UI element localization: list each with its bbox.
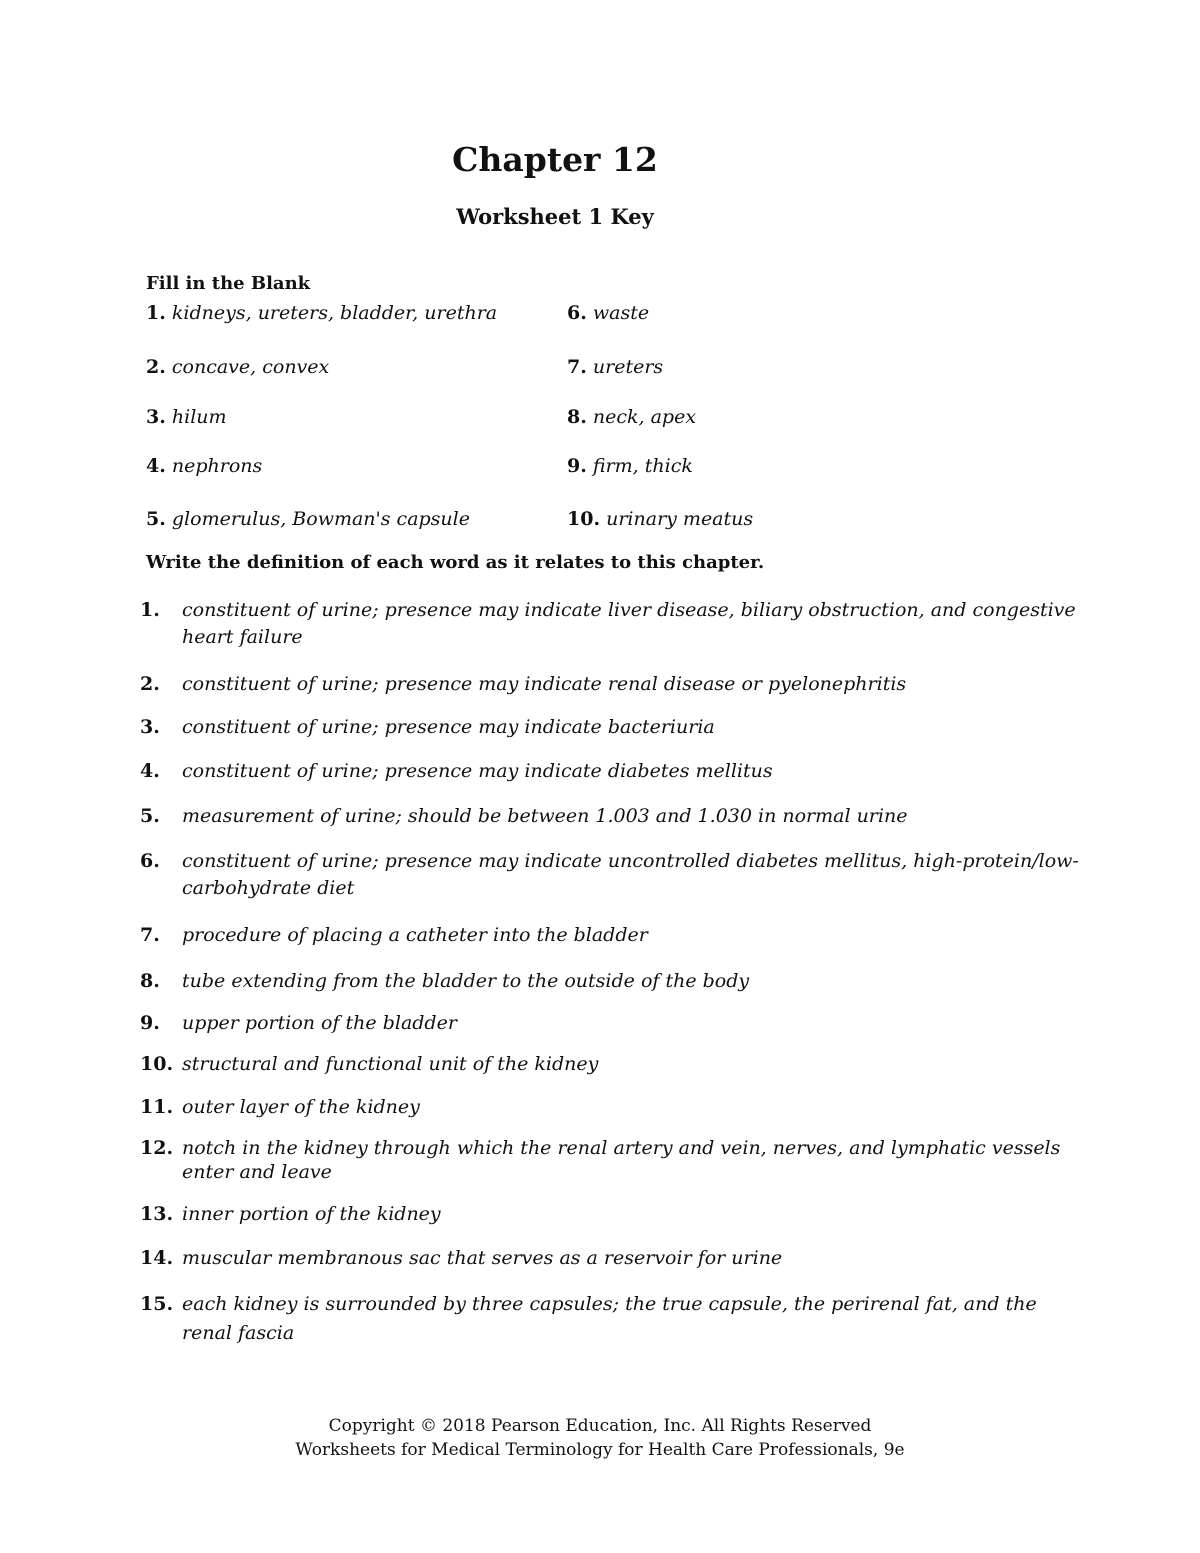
definition-number: 15. xyxy=(140,1293,174,1315)
definition-number: 11. xyxy=(140,1096,174,1118)
definition-item xyxy=(140,848,1080,902)
definition-item xyxy=(140,1201,1080,1228)
definition-number: 10. xyxy=(140,1053,174,1075)
definition-item xyxy=(140,1010,1080,1037)
definition-text: outer layer of the kidney xyxy=(182,1096,420,1118)
fib-number: 2. xyxy=(146,356,166,378)
fib-number: 3. xyxy=(146,406,166,428)
definition-text: constituent of urine; presence may indicate renal disease or pyelonephritis xyxy=(182,673,907,695)
definition-text: structural and functional unit of the kidney xyxy=(182,1053,599,1075)
definition-text: constituent of urine; presence may indicate uncontrolled diabetes mellitus, high-protein/low-carbohydrate diet xyxy=(182,850,1079,899)
definition-text: muscular membranous sac that serves as a reservoir for urine xyxy=(182,1247,783,1269)
definition-number: 2. xyxy=(140,673,160,695)
fib-item xyxy=(146,302,497,324)
definition-text: constituent of urine; presence may indicate bacteriuria xyxy=(182,716,715,738)
definition-text: measurement of urine; should be between 1.003 and 1.030 in normal urine xyxy=(182,805,908,827)
definition-item xyxy=(140,1245,1080,1272)
definition-number: 7. xyxy=(140,924,160,946)
definition-text: inner portion of the kidney xyxy=(182,1203,441,1225)
fib-item xyxy=(146,508,470,530)
fib-answer: urinary meatus xyxy=(606,508,754,530)
definition-number: 8. xyxy=(140,970,160,992)
copyright-notice: Copyright © 2018 Pearson Education, Inc. All Rights Reserved xyxy=(328,1416,872,1436)
fib-number: 6. xyxy=(567,302,587,324)
fib-item xyxy=(567,356,663,378)
fib-answer: concave, convex xyxy=(171,356,330,378)
fib-item xyxy=(146,455,262,477)
fib-item xyxy=(567,455,693,477)
definition-text: tube extending from the bladder to the outside of the body xyxy=(182,970,750,992)
fill-in-blank-heading: Fill in the Blank xyxy=(146,273,311,294)
book-title: Worksheets for Medical Terminology for Health Care Professionals, 9e xyxy=(295,1440,905,1460)
definitions-heading: Write the definition of each word as it relates to this chapter. xyxy=(146,552,765,573)
definition-item xyxy=(140,758,1080,785)
definition-text: procedure of placing a catheter into the bladder xyxy=(182,924,648,946)
fib-answer: glomerulus, Bowman's capsule xyxy=(171,508,470,530)
definition-item xyxy=(140,968,1080,995)
definition-item xyxy=(140,597,1080,651)
fib-answer: nephrons xyxy=(171,455,263,477)
definition-number: 14. xyxy=(140,1247,174,1269)
definition-text: each kidney is surrounded by three capsules; the true capsule, the perirenal fat, and the renal fascia xyxy=(182,1293,1037,1344)
definition-number: 1. xyxy=(140,599,160,621)
definition-text: upper portion of the bladder xyxy=(182,1012,457,1034)
definition-number: 3. xyxy=(140,716,160,738)
fib-number: 4. xyxy=(146,455,166,477)
definition-item xyxy=(140,1136,1080,1184)
chapter-title: Chapter 12 xyxy=(452,140,658,179)
fib-item xyxy=(567,508,753,530)
fib-number: 7. xyxy=(567,356,587,378)
fib-answer: firm, thick xyxy=(592,455,693,477)
fib-answer: ureters xyxy=(592,356,664,378)
definition-text: constituent of urine; presence may indicate diabetes mellitus xyxy=(182,760,773,782)
fib-number: 1. xyxy=(146,302,166,324)
fib-item xyxy=(567,302,649,324)
definition-text: constituent of urine; presence may indicate liver disease, biliary obstruction, and congestive heart failure xyxy=(182,599,1076,648)
worksheet-title: Worksheet 1 Key xyxy=(456,204,654,229)
definition-item xyxy=(140,714,1080,741)
fib-number: 8. xyxy=(567,406,587,428)
definition-number: 4. xyxy=(140,760,160,782)
fib-item xyxy=(146,356,329,378)
fib-number: 9. xyxy=(567,455,587,477)
definition-number: 12. xyxy=(140,1137,174,1159)
definition-item xyxy=(140,671,1080,698)
definition-item xyxy=(140,1290,1080,1348)
definition-item xyxy=(140,1094,1080,1121)
fib-answer: hilum xyxy=(171,406,227,428)
definition-number: 9. xyxy=(140,1012,160,1034)
definition-item xyxy=(140,922,1080,949)
definition-text: notch in the kidney through which the renal artery and vein, nerves, and lymphatic vessels enter and leave xyxy=(182,1137,1061,1183)
fib-number: 10. xyxy=(567,508,601,530)
definition-number: 6. xyxy=(140,850,160,872)
definition-number: 5. xyxy=(140,805,160,827)
footer xyxy=(0,1414,1200,1462)
fib-item xyxy=(146,406,227,428)
fib-answer: kidneys, ureters, bladder, urethra xyxy=(171,302,498,324)
fib-item xyxy=(567,406,696,428)
definition-number: 13. xyxy=(140,1203,174,1225)
fib-answer: waste xyxy=(592,302,650,324)
definition-item xyxy=(140,803,1080,830)
fib-answer: neck, apex xyxy=(592,406,697,428)
definition-item xyxy=(140,1051,1080,1078)
fib-number: 5. xyxy=(146,508,166,530)
